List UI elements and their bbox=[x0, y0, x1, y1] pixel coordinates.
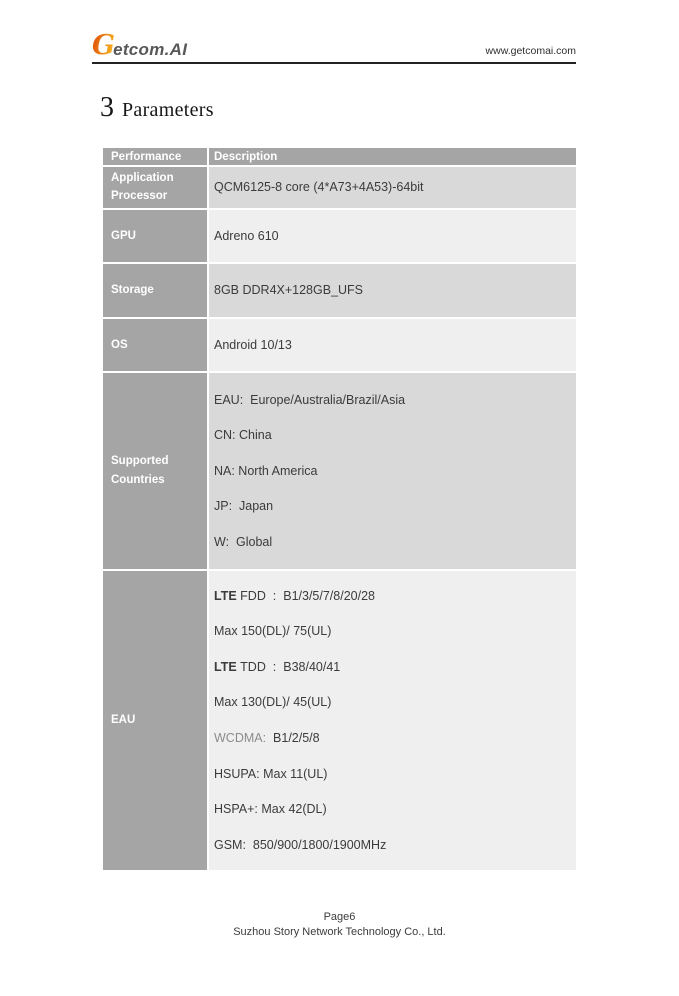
table-row bbox=[103, 167, 576, 208]
table-body bbox=[103, 167, 576, 870]
table-header-row bbox=[103, 148, 576, 165]
row-description bbox=[209, 167, 576, 208]
text-segment: Max 130(DL)/ 45(UL) bbox=[214, 695, 332, 710]
description-line bbox=[214, 382, 576, 418]
text-segment: HSPA+: Max 42(DL) bbox=[214, 802, 327, 817]
row-label: OS bbox=[103, 319, 207, 371]
text-segment: Adreno 610 bbox=[214, 228, 279, 243]
row-label: GPU bbox=[103, 210, 207, 262]
text-segment: Max 150(DL)/ 75(UL) bbox=[214, 624, 332, 639]
getcom-logo bbox=[92, 32, 187, 59]
row-description bbox=[209, 571, 576, 870]
table-row bbox=[103, 319, 576, 371]
description-line bbox=[214, 170, 576, 206]
text-segment: EAU: Europe/Australia/Brazil/Asia bbox=[214, 392, 406, 407]
description-line bbox=[214, 272, 576, 308]
text-segment: W: Global bbox=[214, 534, 273, 549]
description-line bbox=[214, 720, 576, 756]
section-title: Parameters bbox=[122, 99, 214, 121]
row-label: EAU bbox=[103, 571, 207, 870]
page-header bbox=[92, 30, 576, 64]
table-row bbox=[103, 373, 576, 569]
text-segment: WCDMA: bbox=[214, 731, 267, 746]
section-number: 3 bbox=[100, 92, 114, 123]
description-line bbox=[214, 417, 576, 453]
row-description bbox=[209, 373, 576, 569]
company-name: Suzhou Story Network Technology Co., Ltd. bbox=[233, 926, 446, 938]
text-segment: QCM6125-8 core (4*A73+4A53)-64bit bbox=[214, 180, 424, 195]
column-header-description: Description bbox=[209, 148, 576, 165]
text-segment: Android 10/13 bbox=[214, 337, 292, 352]
description-line bbox=[214, 327, 576, 363]
parameters-table bbox=[103, 148, 576, 870]
text-segment: LTE bbox=[214, 588, 237, 603]
row-label: Storage bbox=[103, 264, 207, 317]
description-line bbox=[214, 685, 576, 721]
page-title bbox=[100, 92, 679, 124]
description-line bbox=[214, 649, 576, 685]
text-segment: 8GB DDR4X+128GB_UFS bbox=[214, 283, 364, 298]
text-segment: NA: North America bbox=[214, 463, 318, 478]
text-segment: LTE bbox=[214, 659, 237, 674]
text-segment: FDD : B1/3/5/7/8/20/28 bbox=[236, 588, 375, 603]
row-description bbox=[209, 319, 576, 371]
text-segment: GSM: 850/900/1800/1900MHz bbox=[214, 837, 387, 852]
logo-g-glyph: G bbox=[92, 30, 116, 61]
row-description bbox=[209, 264, 576, 317]
text-segment: JP: Japan bbox=[214, 499, 274, 514]
description-line bbox=[214, 453, 576, 489]
description-line bbox=[214, 791, 576, 827]
logo-wordmark: etcom.AI bbox=[113, 40, 188, 59]
description-line bbox=[214, 489, 576, 525]
row-description bbox=[209, 210, 576, 262]
text-segment: CN: China bbox=[214, 428, 272, 443]
row-label: Supported Countries bbox=[103, 373, 207, 569]
row-label: Application Processor bbox=[103, 167, 207, 208]
description-line bbox=[214, 756, 576, 792]
table-row bbox=[103, 264, 576, 317]
description-line bbox=[214, 578, 576, 614]
column-header-performance: Performance bbox=[103, 148, 207, 165]
table-row bbox=[103, 571, 576, 870]
text-segment: HSUPA: Max 11(UL) bbox=[214, 766, 328, 781]
description-line bbox=[214, 827, 576, 863]
text-segment: B1/2/5/8 bbox=[266, 731, 320, 746]
description-line bbox=[214, 614, 576, 650]
description-line bbox=[214, 218, 576, 254]
description-line bbox=[214, 524, 576, 560]
table-row bbox=[103, 210, 576, 262]
page-number: Page6 bbox=[323, 911, 356, 923]
page-footer bbox=[0, 910, 679, 940]
website-url: www.getcomai.com bbox=[485, 45, 576, 57]
text-segment: TDD : B38/40/41 bbox=[236, 659, 341, 674]
